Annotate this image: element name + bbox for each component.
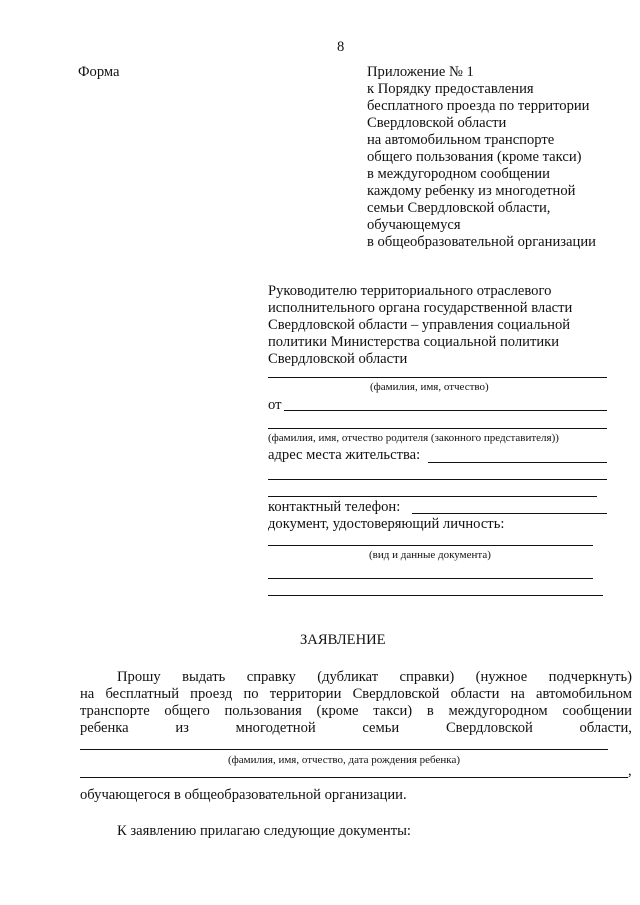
id-doc-field[interactable] — [268, 545, 593, 546]
word: семьи — [362, 720, 400, 736]
appendix-line: Свердловской области — [367, 115, 507, 131]
word: подчеркнуть) — [548, 669, 632, 685]
attachments-line: К заявлению прилагаю следующие документы: — [117, 823, 411, 839]
word: территории — [269, 686, 342, 702]
parent-name-field-2[interactable] — [268, 428, 607, 429]
word: области, — [579, 720, 632, 736]
statement-line-4 — [80, 720, 632, 737]
word: (нужное — [475, 669, 528, 685]
word: такси) — [373, 703, 413, 719]
word: справку — [246, 669, 296, 685]
address-field-3[interactable] — [268, 496, 597, 497]
word: в — [426, 703, 434, 719]
word: бесплатный — [105, 686, 179, 702]
word: междугородном — [448, 703, 548, 719]
addressee-line: политики Министерства социальной политики — [268, 334, 560, 350]
word: транспорте — [80, 703, 150, 719]
word: ребенка — [80, 720, 129, 736]
word: сообщении — [562, 703, 632, 719]
word: справки) — [399, 669, 455, 685]
addressee-line: Руководителю территориального отраслевого — [268, 283, 552, 299]
appendix-line: в междугородном сообщении — [367, 166, 550, 182]
word: Прошу — [117, 669, 161, 685]
appendix-line: на автомобильном транспорте — [367, 132, 555, 148]
form-label: Форма — [78, 64, 120, 80]
id-doc-field-2[interactable] — [268, 578, 593, 579]
addressee-fio-field[interactable] — [268, 377, 607, 378]
address-label: адрес места жительства: — [268, 447, 421, 463]
address-field-2[interactable] — [268, 479, 607, 480]
phone-label: контактный телефон: — [268, 499, 401, 515]
word: выдать — [182, 669, 226, 685]
address-field[interactable] — [428, 462, 607, 463]
word: Свердловской — [352, 686, 440, 702]
id-doc-caption: (вид и данные документа) — [369, 549, 491, 561]
statement-line-2 — [80, 686, 632, 703]
id-doc-label: документ, удостоверяющий личность: — [268, 516, 505, 532]
word: пользования — [224, 703, 302, 719]
word: на — [80, 686, 95, 702]
word: области — [450, 686, 500, 702]
appendix-line: семьи Свердловской области, — [367, 200, 551, 216]
appendix-line: каждому ребенку из многодетной — [367, 183, 576, 199]
statement-line-1 — [117, 669, 632, 686]
word: из — [175, 720, 189, 736]
appendix-line: бесплатного проезда по территории — [367, 98, 590, 114]
statement-title: ЗАЯВЛЕНИЕ — [300, 632, 386, 648]
from-label: от — [268, 397, 282, 413]
word: многодетной — [235, 720, 316, 736]
page-number: 8 — [337, 39, 345, 55]
addressee-line: Свердловской области — [268, 351, 408, 367]
appendix-line: Приложение № 1 — [367, 64, 474, 80]
word: общего — [164, 703, 210, 719]
appendix-line: обучающемуся — [367, 217, 461, 233]
studying-line: обучающегося в общеобразовательной организации. — [80, 787, 407, 803]
word: (кроме — [316, 703, 359, 719]
word: на — [510, 686, 525, 702]
word: автомобильном — [536, 686, 632, 702]
child-name-field[interactable] — [80, 749, 608, 750]
id-doc-field-3[interactable] — [268, 595, 603, 596]
parent-caption: (фамилия, имя, отчество родителя (законного представителя)) — [268, 432, 559, 444]
appendix-line: общего пользования (кроме такси) — [367, 149, 582, 165]
word: (дубликат — [317, 669, 379, 685]
child-caption: (фамилия, имя, отчество, дата рождения ребенка) — [228, 754, 461, 766]
phone-field[interactable] — [412, 513, 607, 514]
addressee-line: исполнительного органа государственной власти — [268, 300, 573, 316]
addressee-fio-caption: (фамилия, имя, отчество) — [370, 381, 489, 393]
parent-name-field[interactable] — [284, 410, 607, 411]
addressee-line: Свердловской области – управления социальной — [268, 317, 571, 333]
appendix-line: к Порядку предоставления — [367, 81, 534, 97]
word: по — [243, 686, 259, 702]
word: Свердловской — [445, 720, 533, 736]
appendix-line: в общеобразовательной организации — [367, 234, 596, 250]
child-field-comma: , — [628, 763, 632, 779]
child-name-field-2[interactable] — [80, 777, 628, 778]
statement-line-3 — [80, 703, 632, 720]
word: проезд — [190, 686, 233, 702]
